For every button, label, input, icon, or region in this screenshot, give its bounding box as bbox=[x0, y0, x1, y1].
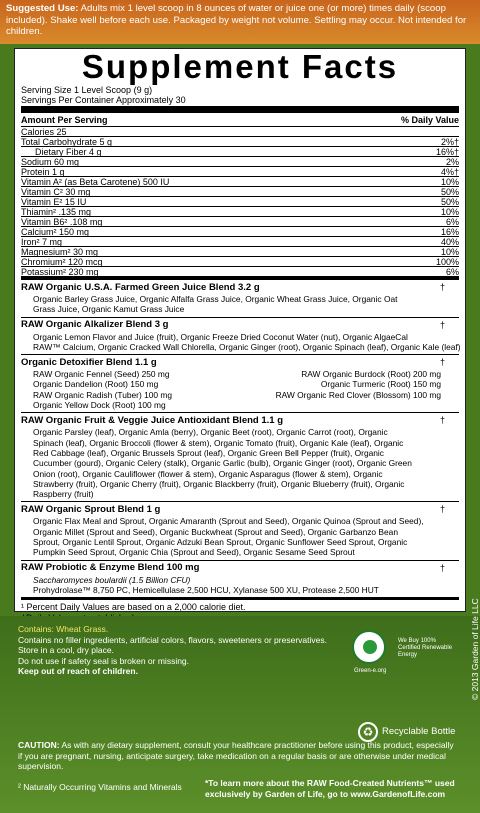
blend-line: Cucumber (gourd), Organic Celery (stalk), Organic Garlic (bulb), Organic Ginger (root), Organic Green bbox=[33, 458, 412, 469]
blend-antioxidant bbox=[21, 413, 459, 502]
nutrient-rows bbox=[21, 127, 459, 277]
blend-detoxifier bbox=[21, 355, 459, 413]
nutrient-name: Vitamin B6² .108 mg bbox=[21, 217, 103, 227]
blend-line: Organic Millet (Sprout and Seed), Organic Buckwheat (Sprout and Seed), Organic Garbanzo Bean bbox=[33, 526, 398, 537]
warnings-block bbox=[18, 624, 348, 677]
detox-item: Organic Yellow Dock (Root) 100 mg bbox=[33, 400, 166, 411]
keep-away-text: Keep out of reach of children. bbox=[18, 666, 138, 677]
nutrient-dv: 2%† bbox=[440, 137, 459, 147]
dagger-mark: † bbox=[439, 319, 445, 330]
nutrient-dv: 10% bbox=[440, 177, 459, 187]
nutrient-row bbox=[21, 147, 459, 157]
blend-title: RAW Organic U.S.A. Farmed Green Juice Blend 3.2 g bbox=[21, 281, 260, 293]
contains-text: Contains: Wheat Grass. bbox=[18, 624, 109, 634]
facts-title: Supplement Facts bbox=[81, 48, 399, 85]
detox-item: Organic Dandelion (Root) 150 mg bbox=[33, 379, 159, 390]
recycle-label: Recyclable Bottle bbox=[382, 725, 456, 737]
bottom-info bbox=[0, 616, 480, 813]
naturally-occurring-note: ² Naturally Occurring Vitamins and Minerals bbox=[18, 782, 182, 792]
blend-line: Organic Lemon Flavor and Juice (fruit), Organic Freeze Dried Coconut Water (nut), Organic AlgaeCal bbox=[33, 331, 408, 342]
dv-header: % Daily Value bbox=[400, 114, 459, 125]
nutrient-row bbox=[21, 227, 459, 237]
blend-title: RAW Organic Sprout Blend 1 g bbox=[21, 503, 161, 515]
nutrient-dv: 2% bbox=[445, 157, 459, 167]
suggested-use-label: Suggested Use: bbox=[6, 3, 79, 14]
detox-item: RAW Organic Burdock (Root) 200 mg bbox=[301, 369, 441, 380]
dagger-mark: † bbox=[439, 562, 445, 573]
nutrient-row bbox=[21, 247, 459, 257]
store-text: Store in a cool, dry place. bbox=[18, 645, 114, 656]
blend-line: Organic Barley Grass Juice, Organic Alfalfa Grass Juice, Organic Wheat Grass Juice, Organic Oat bbox=[33, 294, 398, 304]
servings-per-container: Servings Per Container Approximately 30 bbox=[21, 95, 186, 105]
blend-line: RAW™ Calcium, Organic Cracked Wall Chlorella, Organic Ginger (root), Organic Spinach (leaf), Organic Kale (leaf) bbox=[33, 341, 461, 352]
detox-item: Organic Turmeric (Root) 150 mg bbox=[320, 379, 441, 390]
nutrient-name: Total Carbohydrate 5 g bbox=[21, 137, 113, 147]
suggested-use-band bbox=[0, 0, 480, 44]
nutrient-name: Sodium 60 mg bbox=[21, 157, 80, 167]
blend-title: RAW Probiotic & Enzyme Blend 100 mg bbox=[21, 562, 200, 574]
nutrient-name: Chromium² 120 mcg bbox=[21, 257, 103, 267]
detox-item: RAW Organic Red Clover (Blossom) 100 mg bbox=[275, 389, 441, 400]
nutrient-name: Potassium² 230 mg bbox=[21, 267, 99, 277]
nutrient-dv: 4%† bbox=[440, 167, 459, 177]
footnote-dv: ¹ Percent Daily Values are based on a 2,000 calorie diet. bbox=[21, 602, 246, 613]
serving-size: Serving Size 1 Level Scoop (9 g) bbox=[21, 85, 153, 95]
supplement-facts-panel bbox=[14, 48, 466, 612]
nutrient-row bbox=[21, 187, 459, 197]
blend-line: Sprout, Organic Lentil Sprout, Organic Adzuki Bean Sprout, Organic Sunflower Seed Sprout, Organic bbox=[33, 537, 408, 548]
nutrient-row bbox=[21, 267, 459, 277]
nutrient-name: Vitamin C² 30 mg bbox=[21, 187, 91, 197]
blend-title: RAW Organic Alkalizer Blend 3 g bbox=[21, 319, 169, 331]
nutrient-name: Vitamin E² 15 IU bbox=[21, 197, 87, 207]
nutrient-row bbox=[21, 217, 459, 227]
dagger-mark: † bbox=[439, 282, 445, 292]
blend-line: Onion (root), Organic Cauliflower (flower & stem), Organic Asparagus (flower & stem), Organic bbox=[33, 468, 383, 479]
learn-more-text: *To learn more about the RAW Food-Created Nutrients™ used exclusively by Garden of Life, go to www.GardenofLife.com bbox=[205, 778, 455, 799]
nutrient-name: Magnesium² 30 mg bbox=[21, 247, 99, 257]
nutrient-dv: 10% bbox=[440, 207, 459, 217]
blend-title: Organic Detoxifier Blend 1.1 g bbox=[21, 356, 157, 368]
amount-header: Amount Per Serving bbox=[21, 114, 108, 125]
blend-line: Saccharomyces boulardii (1.5 Billion CFU) bbox=[33, 574, 191, 585]
caution-label: CAUTION: bbox=[18, 740, 60, 750]
nutrient-name: Calories 25 bbox=[21, 127, 67, 137]
nutrient-name: Iron² 7 mg bbox=[21, 237, 63, 247]
nutrient-dv: 10% bbox=[440, 247, 459, 257]
caution-block bbox=[18, 740, 458, 772]
blend-line: Organic Flax Meal and Sprout, Organic Amaranth (Sprout and Seed), Organic Quinoa (Sprout and Seed), bbox=[33, 516, 424, 527]
blend-line: Spinach (leaf), Organic Broccoli (flower & stem), Organic Tomato (fruit), Organic Kale (leaf), Organic bbox=[33, 437, 404, 448]
blend-line: Grass Juice, Organic Kamut Grass Juice bbox=[33, 304, 185, 315]
nutrient-name: Dietary Fiber 4 g bbox=[35, 147, 102, 157]
green-e-label: Green-e.org bbox=[354, 668, 387, 674]
nutrient-row bbox=[21, 197, 459, 207]
nutrient-dv: 6% bbox=[445, 217, 459, 227]
facts-header bbox=[21, 113, 459, 127]
nutrient-row bbox=[21, 137, 459, 147]
blend-line: Pumpkin Seed Sprout, Organic Chia (Sprout and Seed), Organic Sesame Seed Sprout bbox=[33, 547, 355, 558]
nutrient-dv: 50% bbox=[440, 187, 459, 197]
nutrient-name: Protein 1 g bbox=[21, 167, 65, 177]
blend-line: Prohydrolase™ 8,750 PC, Hemicellulase 2,500 HCU, Xylanase 500 XU, Protease 2,500 HUT bbox=[33, 584, 379, 595]
nutrient-name: Calcium² 150 mg bbox=[21, 227, 90, 237]
nutrient-dv: 6% bbox=[445, 267, 459, 277]
nutrient-dv: 16% bbox=[440, 227, 459, 237]
no-filler-text: Contains no filler ingredients, artificial colors, flavors, sweeteners or preservatives. bbox=[18, 634, 327, 645]
dont-use-text: Do not use if safety seal is broken or missing. bbox=[18, 655, 190, 666]
nutrient-dv: 40% bbox=[440, 237, 459, 247]
nutrient-row bbox=[21, 207, 459, 217]
blend-line: Organic Parsley (leaf), Organic Amla (berry), Organic Beet (root), Organic Carrot (root), Organic bbox=[33, 427, 388, 438]
renewable-energy-text: We Buy 100% Certified Renewable Energy bbox=[398, 638, 453, 658]
nutrient-dv: 100% bbox=[435, 257, 459, 267]
blend-line: Raspberry (fruit) bbox=[33, 489, 94, 500]
nutrient-name: Vitamin A² (as Beta Carotene) 500 IU bbox=[21, 177, 170, 187]
blend-title: RAW Organic Fruit & Veggie Juice Antioxidant Blend 1.1 g bbox=[21, 414, 283, 426]
copyright-text: © 2013 Garden of Life LLC bbox=[470, 598, 480, 700]
nutrient-name: Thiamin² .135 mg bbox=[21, 207, 92, 217]
detox-item: RAW Organic Fennel (Seed) 250 mg bbox=[33, 369, 170, 380]
dagger-mark: † bbox=[439, 415, 445, 426]
dagger-mark: † bbox=[439, 357, 445, 368]
nutrient-row bbox=[21, 127, 459, 137]
blend-line: Strawberry (fruit), Organic Cherry (fruit), Organic Blackberry (fruit), Organic Blueberry (fruit), Organic bbox=[33, 478, 405, 489]
detox-item: RAW Organic Radish (Tuber) 100 mg bbox=[33, 389, 173, 400]
nutrient-row bbox=[21, 167, 459, 177]
nutrient-row bbox=[21, 157, 459, 167]
nutrient-row bbox=[21, 177, 459, 187]
blend-probiotic bbox=[21, 561, 459, 598]
caution-text: As with any dietary supplement, consult your healthcare practitioner before using this product, especially if you are pregnant, nursing, anticipate surgery, take medication on a regular basis or are otherwise under medical supervision. bbox=[18, 740, 454, 772]
recyclable-bottle bbox=[358, 722, 455, 742]
blend-line: Red Cabbage (leaf), Organic Brussels Sprout (leaf), Organic Green Bell Pepper (fruit), Organic bbox=[33, 447, 384, 458]
dagger-mark: † bbox=[439, 504, 445, 515]
nutrient-row bbox=[21, 257, 459, 267]
recycle-icon: ♻ bbox=[358, 722, 378, 742]
blend-sprout bbox=[21, 502, 459, 560]
nutrient-dv: 50% bbox=[440, 197, 459, 207]
green-e-icon bbox=[352, 630, 386, 664]
suggested-use-text: Adults mix 1 level scoop in 8 ounces of water or juice one (or more) times daily (scoop included). Shake well before each use. Packaged by weight not volume. Settling may occur. Not intended for children. bbox=[6, 3, 467, 37]
blend-alkalizer bbox=[21, 318, 459, 356]
blend-green-juice bbox=[21, 280, 459, 318]
nutrient-dv: 16%† bbox=[435, 147, 459, 157]
nutrient-row bbox=[21, 237, 459, 247]
thick-divider bbox=[21, 106, 459, 113]
